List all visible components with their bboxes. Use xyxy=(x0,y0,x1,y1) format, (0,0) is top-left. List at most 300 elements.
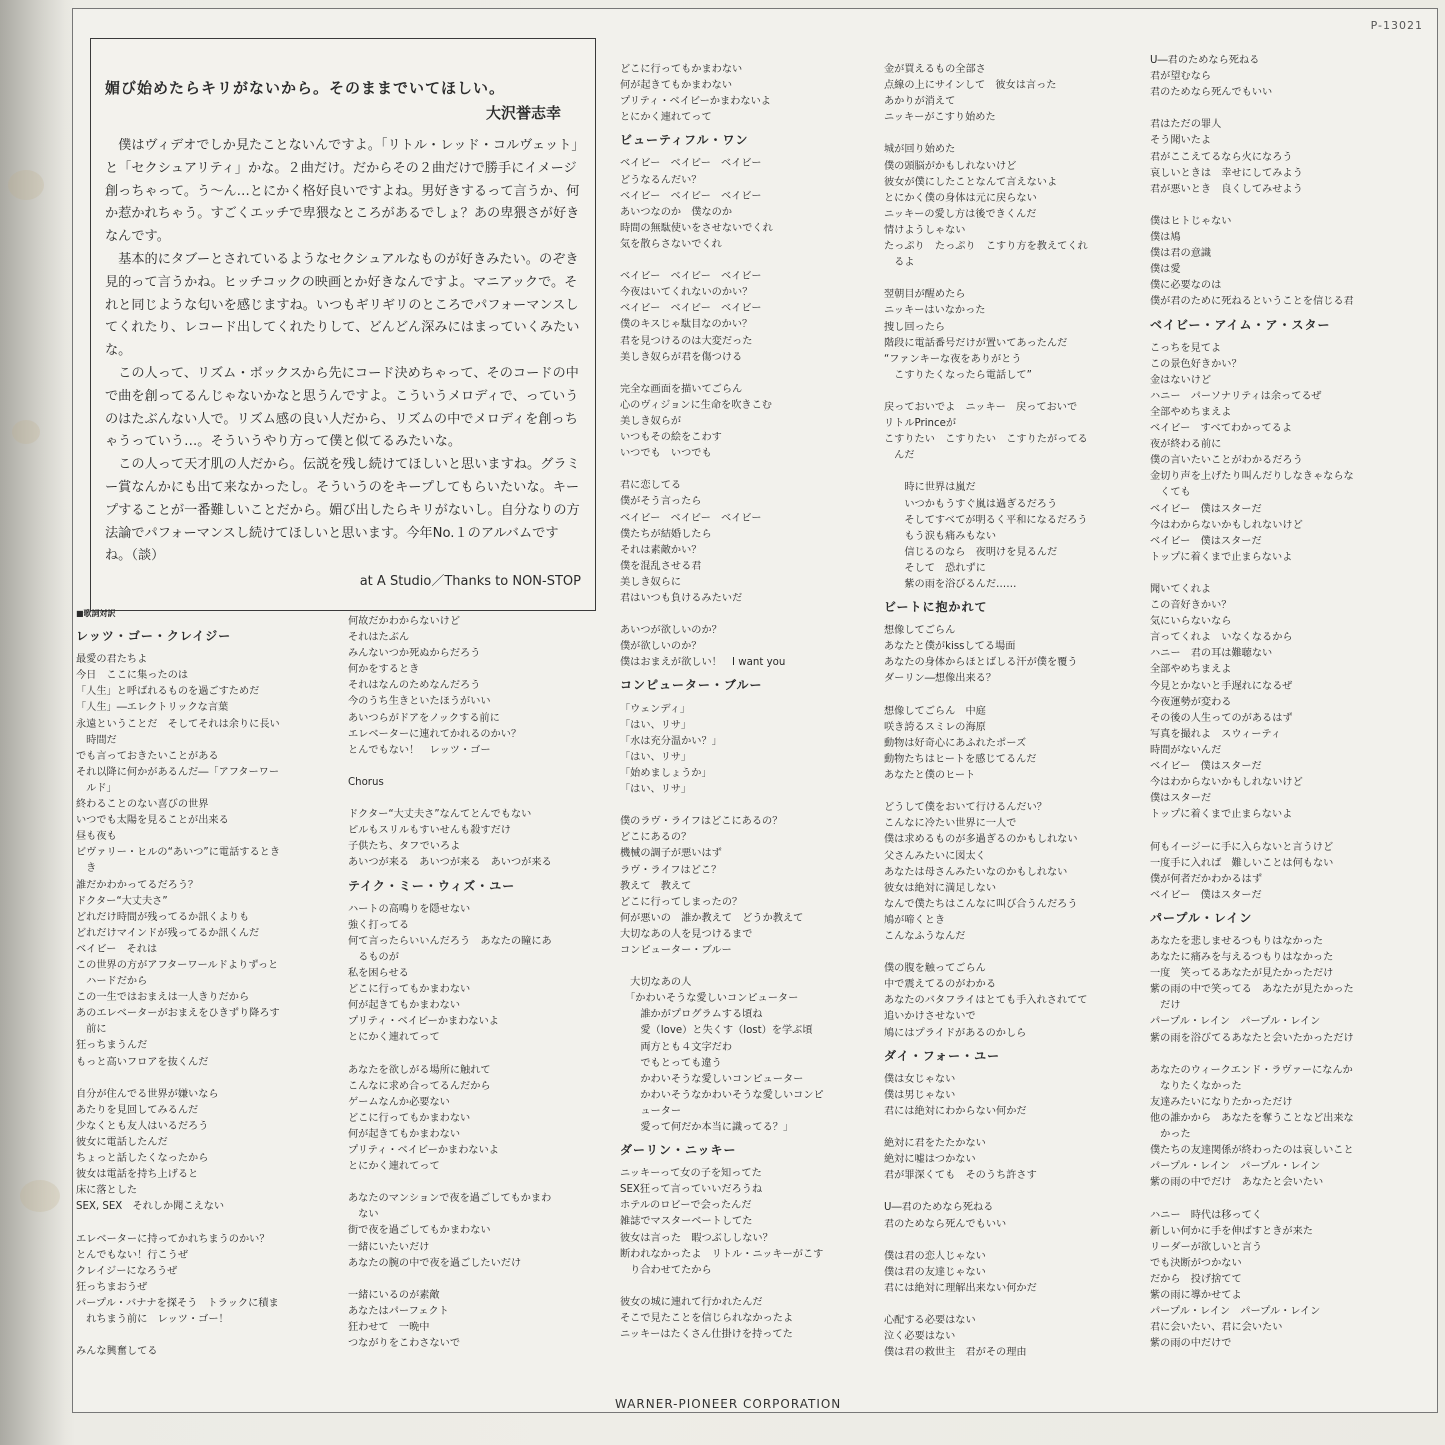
lyric-line: ちょっと話したくなったから xyxy=(76,1153,209,1165)
lyric-line: ベイビー 僕はスターだ xyxy=(1150,889,1262,901)
lyric-line: り合わせてたから xyxy=(620,1264,712,1276)
lyric-line: 大切なあの人 xyxy=(620,977,692,989)
lyric-line: 戻っておいでよ ニッキー 戻っておいで xyxy=(884,401,1078,413)
lyric-line: 咲き誇るスミレの海原 xyxy=(884,721,986,733)
lyric-line: ラヴ・ライフはどこ？ xyxy=(620,864,722,876)
lyric-line: 夜が終わる前に xyxy=(1150,439,1222,451)
interview-paragraph: 僕はヴィデオでしか見たことないんですよ。「リトル・レッド・コルヴェット」と「セクシュアリティ」かな。２曲だけ。だからその２曲だけで勝手にイメージ創っちゃって。う～ん…とにかく格好良いですよね。男好きするって言うか、何か惹かれちゃう。すごくエッチで卑猥なところがあるでしょ？あの卑猥さが好きなんです。 xyxy=(105,138,580,245)
lyric-line: そしてすべてが明るく平和になるだろう xyxy=(884,514,1088,526)
stanza-break xyxy=(348,1175,606,1191)
lyric-line: トップに着くまで止まらないよ xyxy=(1150,551,1293,563)
lyric-line: もっと高いフロアを抜くんだ xyxy=(76,1056,209,1068)
lyric-line: ベイビー それは xyxy=(76,943,158,955)
lyric-line: 僕は求めるものが多過ぎるのかもしれない xyxy=(884,834,1078,846)
lyric-line: 彼女は電話を持ち上げると xyxy=(76,1169,199,1181)
interview-body xyxy=(105,135,581,568)
lyric-line: 何が起きてもかまわない xyxy=(348,1000,461,1012)
stanza-break xyxy=(884,688,1142,704)
stanza-break xyxy=(884,784,1142,800)
lyric-line: パープル・レイン パープル・レイン xyxy=(1150,1016,1321,1028)
paper-stain xyxy=(20,1180,60,1212)
lyric-line: あなたのマンションで夜を過ごしてもかまわ xyxy=(348,1193,552,1205)
lyric-line: ニッキーの愛し方は後できくんだ xyxy=(884,208,1037,220)
interview-author: 大沢誉志幸 xyxy=(485,104,561,122)
lyric-line: この音好きかい？ xyxy=(1150,600,1232,612)
lyric-line: 金切り声を上げたり叫んだりしなきゃならな xyxy=(1150,471,1354,483)
lyric-line: 僕たちが結婚したら xyxy=(620,528,712,540)
lyric-line: クレイジーになろうぜ xyxy=(76,1265,178,1277)
stanza-break xyxy=(884,126,1142,142)
lyric-line: 今日 ここに集ったのは xyxy=(76,670,189,682)
lyric-line: プリティ・ベイビーかまわないよ xyxy=(620,96,771,108)
lyric-line: 君がここえてるなら火になろう xyxy=(1150,151,1293,163)
lyric-line: 「人生」―エレクトリックな言葉 xyxy=(76,702,229,714)
lyric-line: ない xyxy=(348,1209,379,1221)
interview-credit: at A Studio／Thanks to NON-STOP xyxy=(359,574,581,590)
lyric-line: 最愛の君たちよ xyxy=(76,654,148,666)
stanza-break xyxy=(884,1184,1142,1200)
stanza-break xyxy=(1150,1191,1414,1207)
lyric-line: でもとっても違う xyxy=(620,1057,722,1069)
lyric-line: どこに行ってもかまわない xyxy=(348,984,471,996)
lyric-line: 僕は君の恋人じゃない xyxy=(884,1250,986,1262)
lyric-line: どこに行ってしまったの？ xyxy=(620,896,743,908)
lyric-line: いつもその絵をこわす xyxy=(620,432,722,444)
lyric-line: 他の誰かから あなたを奪うことなど出来な xyxy=(1150,1113,1354,1124)
lyric-line: ベイビー ベイビー ベイビー xyxy=(620,303,762,315)
lyric-line: いつでも いつでも xyxy=(620,448,712,460)
stanza-break xyxy=(884,384,1142,400)
lyric-line: こんなふうなんだ xyxy=(884,930,966,942)
lyric-line: 哀しいときは 幸せにしてみよう xyxy=(1150,167,1303,179)
lyric-line: パープル・レイン パープル・レイン xyxy=(1150,1306,1321,1318)
lyric-line: 一度 笑ってるあなたが見たかっただけ xyxy=(1150,968,1334,980)
lyric-line: 僕がそう言ったら xyxy=(620,496,702,508)
lyric-line: ホテルのロビーで会ったんだ xyxy=(620,1200,752,1212)
lyric-line: あのエレベーターがおまえをひきずり降ろす xyxy=(76,1008,280,1020)
stanza-break xyxy=(620,607,878,623)
lyric-line: 僕は男じゃない xyxy=(884,1089,956,1101)
lyric-line: 狂っちまおうぜ xyxy=(76,1281,148,1293)
lyric-line: 狂っちまうんだ xyxy=(76,1040,148,1052)
lyric-line: あなたは母さんみたいなのかもしれない xyxy=(884,866,1068,878)
stanza-break xyxy=(1150,823,1414,839)
lyric-line: 心のヴィジョンに生命を吹きこむ xyxy=(620,399,772,411)
lyric-line: あなたと僕のヒート xyxy=(884,770,976,782)
lyric-line: 誰かがプログラムする頃ね xyxy=(620,1009,763,1021)
lyrics-column-2 xyxy=(348,614,606,1352)
lyric-line: でも決断がつかない xyxy=(1150,1257,1242,1269)
lyric-line: 一緒にいたいだけ xyxy=(348,1241,430,1253)
lyric-line: 彼女が僕にしたことなんて言えないよ xyxy=(884,176,1058,188)
section-label: ■歌詞対訳 xyxy=(76,609,116,618)
paper-stain xyxy=(8,170,44,200)
lyric-line: パープル・レイン パープル・レイン xyxy=(1150,1161,1321,1173)
paper-stain xyxy=(12,420,40,444)
lyric-line: その後の人生ってのがあるはず xyxy=(1150,712,1293,724)
lyric-line: つながりをこわさないで xyxy=(348,1338,461,1350)
lyric-line: ューター xyxy=(620,1105,682,1117)
lyric-line: 美しき奴らに xyxy=(620,576,682,588)
song-title: パープル・レイン xyxy=(1150,910,1253,925)
lyric-line: ニッキーって女の子を知ってた xyxy=(620,1168,762,1180)
lyric-line: それは素敵かい？ xyxy=(620,544,702,556)
lyric-line: ベイビー 僕はスターだ xyxy=(1150,761,1262,773)
lyric-line: 両方とも４文字だわ xyxy=(620,1041,733,1053)
lyric-line: 一度手に入れば 難しいことは何もない xyxy=(1150,857,1334,869)
lyric-line: 少なくとも友人はいるだろう xyxy=(76,1120,209,1132)
lyric-line: 時に世界は嵐だ xyxy=(884,482,976,494)
lyric-line: 僕は君の意識 xyxy=(1150,248,1212,260)
stanza-break xyxy=(884,1233,1142,1249)
lyric-line: 君が罪深くても そのうち許さす xyxy=(884,1170,1037,1182)
lyric-line: 紫の雨の中でだけ あなたと会いたい xyxy=(1150,1177,1324,1189)
lyric-line: どうなるんだい？ xyxy=(620,174,702,186)
lyric-line: 紫の雨に導かせてよ xyxy=(1150,1290,1242,1302)
lyric-line: とにかく僕の身体は元に戻らない xyxy=(884,192,1037,204)
paper-fold xyxy=(0,0,64,1445)
lyric-line: ハートの高鳴りを隠せない xyxy=(348,903,471,915)
lyric-line: 点線の上にサインして 彼女は言った xyxy=(884,80,1057,92)
lyric-line: ベイビー ベイビー ベイビー xyxy=(620,190,762,202)
lyric-line: 「ウェンディ」 xyxy=(620,703,691,715)
lyric-line: どこに行ってもかまわない xyxy=(348,1112,471,1124)
lyric-line: 城が回り始めた xyxy=(884,144,956,156)
lyric-line: 金はないけど xyxy=(1150,374,1212,386)
stanza-break xyxy=(76,1071,326,1087)
lyric-line: SEX狂って言っていいだろうね xyxy=(620,1184,763,1196)
lyric-line: 全部やめちまえよ xyxy=(1150,406,1232,418)
lyric-line: そして 恐れずに xyxy=(884,562,986,574)
lyric-line: ニッキーはいなかった xyxy=(884,305,986,317)
lyric-line: それ以降に何かがあるんだ―「アフターワー xyxy=(76,766,280,778)
lyric-line: 強く打ってる xyxy=(348,919,410,931)
lyric-line: 鳩にはプライドがあるのかしら xyxy=(884,1027,1027,1039)
stanza-break xyxy=(620,366,878,382)
lyric-line: ドクター“大丈夫さ”なんてとんでもない xyxy=(348,809,532,821)
lyric-line: 友達みたいになりたかっただけ xyxy=(1150,1096,1293,1108)
lyric-line: 泣く必要はない xyxy=(884,1331,956,1343)
lyric-line: いつかもうすぐ嵐は過ぎるだろう xyxy=(884,498,1058,510)
lyric-line: 動物たちはヒートを感じてるんだ xyxy=(884,753,1037,765)
lyric-line: リトルPrinceが xyxy=(884,418,957,430)
lyric-line: 絶対に君をたたかない xyxy=(884,1138,986,1150)
lyric-line: 僕は愛 xyxy=(1150,264,1181,276)
stanza-break xyxy=(620,1279,878,1295)
lyric-line: 君に恋してる xyxy=(620,480,682,492)
lyric-line: あたりを見回してみるんだ xyxy=(76,1104,199,1116)
lyric-line: プリティ・ベイビーかまわないよ xyxy=(348,1016,499,1028)
lyric-line: るものが xyxy=(348,951,399,963)
stanza-break xyxy=(1150,101,1414,117)
lyrics-column-3 xyxy=(620,62,878,1343)
lyric-line: 写真を撮れよ スウィーティ xyxy=(1150,728,1282,740)
lyric-line: 君を見つけるのは大変だった xyxy=(620,335,753,347)
lyric-line: 紫の雨を浴びるんだ…… xyxy=(884,579,1017,590)
lyric-line: それはたぶん xyxy=(348,632,410,644)
lyrics-column-1 xyxy=(76,606,326,1360)
lyric-line: 僕のラヴ・ライフはどこにあるの？ xyxy=(620,816,783,828)
stanza-break xyxy=(884,1297,1142,1313)
lyric-line: こんなに求め合ってるんだから xyxy=(348,1080,491,1092)
lyric-line: トップに着くまで止まらないよ xyxy=(1150,809,1293,821)
lyric-line: あかりが消えて xyxy=(884,96,956,108)
lyric-line: 君のためなら死んでもいい xyxy=(884,1218,1007,1230)
lyric-line: 愛って何だか本当に識ってる？」 xyxy=(620,1122,794,1133)
lyric-line: プリティ・ベイビーかまわないよ xyxy=(348,1145,499,1156)
lyric-line: 前に xyxy=(76,1024,107,1036)
lyric-line: あなたと僕がkissしてる場面 xyxy=(884,641,1016,653)
lyric-line: 雑誌でマスターベートしてた xyxy=(620,1216,753,1228)
catalog-number: P-13021 xyxy=(1370,19,1423,32)
lyric-line: 狂わせて 一晩中 xyxy=(348,1322,430,1334)
lyric-line: ドクター“大丈夫さ” xyxy=(76,895,168,907)
lyric-line: 「はい、リサ」 xyxy=(620,784,692,796)
lyric-line: 全部やめちまえよ xyxy=(1150,664,1232,676)
lyric-line: 彼女は言った 暇つぶししない？ xyxy=(620,1232,773,1244)
lyric-line: ベイビー すべてわかってるよ xyxy=(1150,423,1293,435)
lyric-line: 君には絶対にわからない何かだ xyxy=(884,1105,1027,1117)
lyric-line: Chorus xyxy=(348,776,384,788)
lyric-line: SEX, SEX それしか聞こえない xyxy=(76,1201,225,1213)
lyric-line: 僕が何者だかわかるはず xyxy=(1150,873,1263,885)
lyric-line: 僕の腹を触ってごらん xyxy=(884,963,986,975)
lyric-line: あなたの身体からほとばしる汗が僕を覆う xyxy=(884,657,1078,669)
lyric-line: んだ xyxy=(884,450,915,462)
stanza-break xyxy=(620,462,878,478)
lyric-line: 彼女に電話したんだ xyxy=(76,1137,168,1148)
lyric-line: 情けようしゃない xyxy=(884,224,966,236)
lyric-line: 一緒にいるのが素敵 xyxy=(348,1289,440,1301)
lyric-line: この一生ではおまえは一人きりだから xyxy=(76,992,250,1004)
lyric-line: 永遠ということだ そしてそれは余りに長い xyxy=(76,718,280,730)
lyric-line: なりたくなかった xyxy=(1150,1080,1242,1092)
lyric-line: 鳩が啼くとき xyxy=(884,914,946,926)
lyric-line: 僕はおまえが欲しい！ I want you xyxy=(620,657,786,669)
lyric-line: 大切なあの人を見つけるまで xyxy=(620,928,753,940)
lyric-line: 彼女の城に連れて行かれたんだ xyxy=(620,1296,763,1308)
lyric-line: 信じるのなら 夜明けを見るんだ xyxy=(884,546,1058,558)
lyric-line: こんなに冷たい世界に一人で xyxy=(884,818,1017,830)
lyric-line: 階段に電話番号だけが置いてあったんだ xyxy=(884,337,1068,349)
lyric-line: あなたはパーフェクト xyxy=(348,1305,449,1317)
lyric-line: 何故だかわからないけど xyxy=(348,616,461,627)
lyric-line: もう涙も痛みもない xyxy=(884,530,997,542)
lyric-line: エレベーターに連れてかれるのかい？ xyxy=(348,728,522,740)
lyric-line: 想像してごらん xyxy=(884,625,956,637)
lyric-line: 僕は君の救世主 君がその理由 xyxy=(884,1347,1027,1359)
lyric-line: 今はわからないかもしれないけど xyxy=(1150,519,1303,531)
lyric-line: 僕が君のために死ねるということを信じる君 xyxy=(1150,296,1354,308)
lyric-line: だけ xyxy=(1150,1000,1181,1012)
lyric-line: 気にいらないなら xyxy=(1150,616,1232,628)
lyric-line: 僕はスターだ xyxy=(1150,793,1212,805)
lyric-line: 今夜はいてくれないのかい？ xyxy=(620,287,753,299)
lyric-line: 何が悪いの 誰か教えて どうか教えて xyxy=(620,912,804,924)
lyric-line: あなたに痛みを与えるつもりはなかった xyxy=(1150,952,1334,964)
lyric-line: 愛（love）と失くす（lost）を学ぶ頃 xyxy=(620,1025,813,1037)
lyric-line: かわいそうなかわいそうな愛しいコンピ xyxy=(620,1089,824,1101)
lyric-line: こすりたくなったら電話して” xyxy=(884,369,1032,381)
lyric-line: 絶対に嘘はつかない xyxy=(884,1154,976,1166)
lyric-line: 中で震えてるのがわかる xyxy=(884,979,997,991)
lyric-line: 時間だ xyxy=(76,734,117,746)
lyric-line: 僕を混乱させる君 xyxy=(620,560,702,572)
stanza-break xyxy=(620,253,878,269)
lyric-line: 捜し回ったら xyxy=(884,321,946,333)
lyric-line: 機械の調子が悪いはず xyxy=(620,848,722,860)
lyric-line: あなたのバタフライはとても手入れされてて xyxy=(884,995,1088,1007)
lyric-line: とんでもない！行こうぜ xyxy=(76,1249,189,1261)
lyric-line: 僕は君の友達じゃない xyxy=(884,1266,986,1278)
lyric-line: とんでもない！ レッツ・ゴー xyxy=(348,744,491,756)
lyric-line: 何かをするとき xyxy=(348,664,420,676)
lyric-line: 動物は好奇心にあふれたポーズ xyxy=(884,737,1027,749)
lyric-line: 紫の雨の中で笑ってる あなたが見たかった xyxy=(1150,984,1354,996)
lyric-line: ニッキーはたくさん仕掛けを持ってた xyxy=(620,1329,793,1341)
lyric-line: 美しき奴らが xyxy=(620,415,682,427)
lyric-line: 紫の雨を浴びてるあなたと会いたかっただけ xyxy=(1150,1032,1354,1044)
lyric-line: ルド」 xyxy=(76,782,117,794)
lyric-line: ニッキーがこすり始めた xyxy=(884,112,996,124)
lyric-line: 君には絶対に理解出来ない何かだ xyxy=(884,1282,1037,1294)
interview-paragraph: この人って、リズム・ボックスから先にコード決めちゃって、そのコードの中で曲を創ってるんじゃないかなと思うんですよ。こういうメロディで、っていうのはたぶんない人で。リズム感の良い人だから、リズムの中でメロディを創っちゃうっていう…。そういうやり方って僕と似てるみたいな。 xyxy=(105,365,579,450)
stanza-break xyxy=(76,1328,326,1344)
lyric-line: エレベーターに持ってかれちまうのかい？ xyxy=(76,1233,270,1245)
lyric-line: どうして僕をおいて行けるんだい？ xyxy=(884,802,1047,814)
lyric-line: 完全な画面を描いてごらん xyxy=(620,383,743,395)
lyric-line: ダーリン―想像出来る？ xyxy=(884,673,997,685)
lyric-line: 今夜運勢が変わる xyxy=(1150,696,1232,708)
lyric-line: 床に落とした xyxy=(76,1185,138,1197)
lyric-line: 追いかけさせないで xyxy=(884,1011,976,1023)
lyric-line: たっぷり たっぷり こすり方を教えてくれ xyxy=(884,241,1088,253)
lyric-line: 僕のキスじゃ駄目なのかい？ xyxy=(620,319,753,331)
lyric-line: こすりたい こすりたい こすりたがってる xyxy=(884,434,1088,446)
lyric-line: 何て言ったらいいんだろう あなたの瞳にあ xyxy=(348,935,552,947)
lyric-line: かわいそうな愛しいコンピューター xyxy=(620,1073,804,1085)
lyric-line: なんで僕たちはこんなに叫び合うんだろう xyxy=(884,898,1078,910)
lyric-line: そう聞いたよ xyxy=(1150,135,1212,147)
lyric-line: 私を困らせる xyxy=(348,967,409,979)
lyric-line: 「はい、リサ」 xyxy=(620,751,692,763)
lyric-line: ベイビー ベイビー ベイビー xyxy=(620,158,762,170)
song-title: ダイ・フォー・ユー xyxy=(884,1048,1001,1063)
lyric-line: 君はただの罪人 xyxy=(1150,119,1222,131)
lyric-line: それはなんのためなんだろう xyxy=(348,680,481,692)
stanza-break xyxy=(884,945,1142,961)
stanza-break xyxy=(1150,1047,1414,1063)
lyric-line: 教えて 教えて xyxy=(620,880,692,892)
lyric-line: 心配する必要はない xyxy=(884,1315,976,1327)
lyric-line: 君が望むなら xyxy=(1150,71,1212,83)
lyric-line: ピルもスリルもすいせんも殺すだけ xyxy=(348,825,511,837)
lyric-line: あいつが来る あいつが来る あいつが来る xyxy=(348,857,552,869)
interview-box xyxy=(90,38,596,611)
song-title: レッツ・ゴー・クレイジー xyxy=(76,629,232,644)
publisher-footer: WARNER-PIONEER CORPORATION xyxy=(615,1397,842,1411)
lyric-line: かった xyxy=(1150,1129,1191,1141)
lyric-line: ハードだから xyxy=(76,976,148,988)
lyric-line: でも言っておきたいことがある xyxy=(76,750,219,762)
lyric-line: 「人生」と呼ばれるものを過ごすためだ xyxy=(76,686,260,698)
interview-paragraph: 基本的にタブーとされているようなセクシュアルなものが好きみたい。のぞき見的って言うかね。ヒッチコックの映画とか好きなんですよ。マニアックで。それと同じような匂いを感じますね。いつもギリギリのところでパフォーマンスしてくれたり、レコード出してくれたりして、どんどん深みにはまっていくみたいな。 xyxy=(105,251,580,359)
lyric-line: 僕の言いたいことがわかるだろう xyxy=(1150,455,1303,467)
lyric-line: 僕たちの友達関係が終わったのは哀しいこと xyxy=(1150,1145,1354,1157)
stanza-break xyxy=(884,271,1142,287)
lyric-line: 君のためなら死んでもいい xyxy=(1150,87,1273,99)
interview-paragraph: この人って天才肌の人だから。伝説を残し続けてほしいと思いますね。グラミー賞なんかにも出て来なかったし。そういうのをキープしてもらいたいな。キープすることが一番難しいことだから。媚び出したらキリがないし。自分なりの方法論でパフォーマンスし続けてほしいと思います。今年No.１のアルバムですね。（談） xyxy=(105,457,580,564)
song-title: コンピューター・ブルー xyxy=(620,678,763,693)
lyric-line: 僕の頭脳がかもしれないけど xyxy=(884,160,1017,172)
lyric-line: 時間がないんだ xyxy=(1150,744,1222,756)
stanza-break xyxy=(348,791,606,807)
lyrics-column-4 xyxy=(884,62,1142,1361)
lyric-line: 君はいつも負けるみたいだ xyxy=(620,593,743,604)
lyric-line: リーダーが欲しいと言う xyxy=(1150,1241,1263,1253)
lyric-line: れちまう前に レッツ・ゴー！ xyxy=(76,1314,229,1326)
lyric-line: き xyxy=(76,863,97,875)
lyric-line: あなたの腕の中で夜を過ごしたいだけ xyxy=(348,1257,522,1269)
lyric-line: ベイビー ベイビー ベイビー xyxy=(620,271,762,283)
lyric-line: この景色好きかい？ xyxy=(1150,358,1242,370)
lyric-line: あなたを悲しませるつもりはなかった xyxy=(1150,935,1324,947)
lyric-line: 僕は鳩 xyxy=(1150,232,1181,244)
lyric-line: 誰だかわかってるだろう？ xyxy=(76,879,199,891)
lyric-line: るよ xyxy=(884,257,915,269)
lyric-line: ハニー パーソナリティは余ってるぜ xyxy=(1150,390,1322,402)
song-title: ビューティフル・ワン xyxy=(620,133,749,148)
lyric-line: 想像してごらん 中庭 xyxy=(884,705,986,717)
lyric-line: 僕が欲しいのか？ xyxy=(620,641,702,653)
lyric-line: くても xyxy=(1150,487,1191,499)
lyric-line: 断われなかったよ リトル・ニッキーがこす xyxy=(620,1248,824,1260)
lyric-line: ベイビー 僕はスターだ xyxy=(1150,503,1262,515)
lyric-line: 時間の無駄使いをさせないでくれ xyxy=(620,222,773,234)
lyric-line: どこにあるの？ xyxy=(620,832,692,844)
lyric-line: 父さんみたいに図太く xyxy=(884,850,986,862)
lyric-line: 君に会いたい、君に会いたい xyxy=(1150,1322,1283,1334)
lyric-line: 僕は女じゃない xyxy=(884,1073,956,1085)
lyric-line: だから 投げ捨てて xyxy=(1150,1273,1242,1285)
song-title: ビートに抱かれて xyxy=(884,600,988,615)
lyric-line: あいつらがドアをノックする前に xyxy=(348,712,500,724)
stanza-break xyxy=(76,1215,326,1231)
song-title: ベイビー・アイム・ア・スター xyxy=(1150,317,1331,332)
song-title: テイク・ミー・ウィズ・ユー xyxy=(348,878,516,893)
lyric-line: 何もイージーに手に入らないと言うけど xyxy=(1150,841,1334,853)
lyric-line: あなたのウィークエンド・ラヴァーになんか xyxy=(1150,1064,1353,1076)
lyric-line: ハニー 時代は移ってく xyxy=(1150,1209,1263,1221)
lyric-line: とにかく連れてって xyxy=(620,112,712,124)
lyric-line: こっちを見てよ xyxy=(1150,342,1222,354)
lyric-line: 「始めましょうか」 xyxy=(620,767,712,779)
lyric-line: 子供たち、タフでいろよ xyxy=(348,841,461,853)
lyric-line: 紫の雨の中だけで xyxy=(1150,1338,1232,1350)
stanza-break xyxy=(620,959,878,975)
lyric-line: みんな興奮してる xyxy=(76,1346,158,1358)
stanza-break xyxy=(884,464,1142,480)
lyric-line: 自分が住んでる世界が嫌いなら xyxy=(76,1088,219,1100)
stanza-break xyxy=(1150,566,1414,582)
stanza-break xyxy=(348,1272,606,1288)
lyric-line: ベイビー 僕はスターだ xyxy=(1150,535,1262,547)
interview-headline: 媚び始めたらキリがないから。そのままでいてほしい。 xyxy=(105,79,506,97)
lyric-line: とにかく連れてって xyxy=(348,1161,440,1173)
lyric-line: 言ってくれよ いなくなるから xyxy=(1150,632,1293,644)
lyric-line: 翌朝目が醒めたら xyxy=(884,289,966,301)
lyric-line: 気を散らさないでくれ xyxy=(620,238,722,250)
